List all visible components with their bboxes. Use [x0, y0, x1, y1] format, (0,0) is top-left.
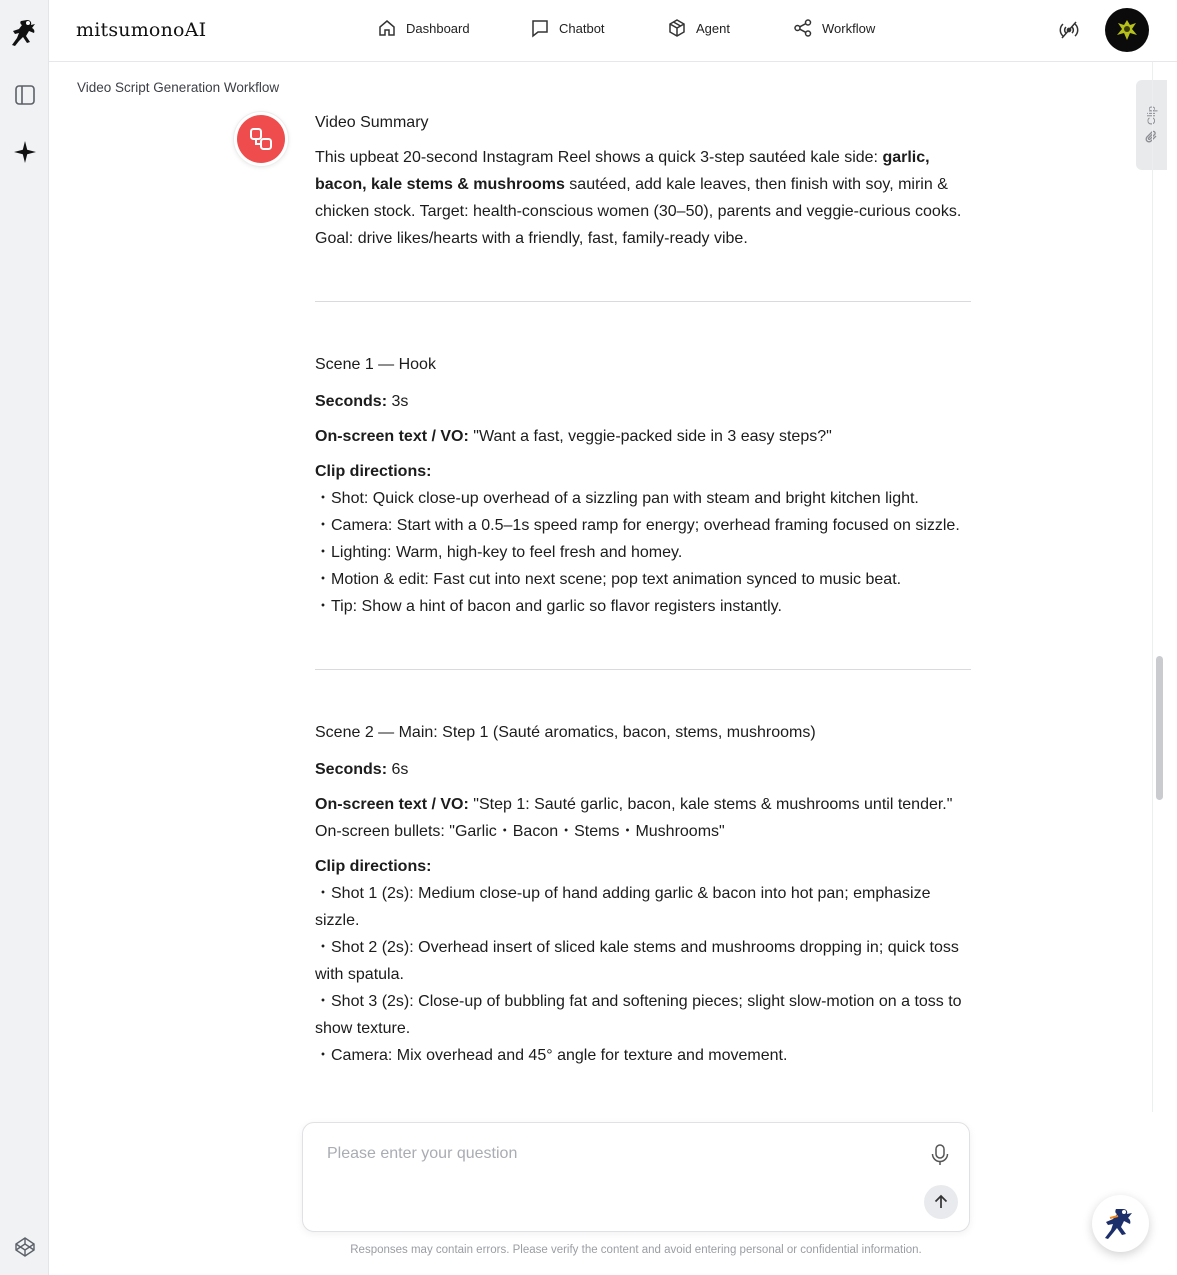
send-button[interactable]: [924, 1185, 958, 1219]
summary-text: This upbeat 20-second Instagram Reel shows a quick 3-step sautéed kale side:: [315, 149, 883, 166]
onscreen-bullets: On-screen bullets: "Garlic・Bacon・Stems・Mushrooms": [315, 823, 725, 840]
seconds-value: 6s: [387, 761, 409, 778]
seconds-label: Seconds:: [315, 761, 388, 778]
arrow-up-icon: [932, 1193, 950, 1211]
workflow-node-icon: [247, 125, 275, 153]
clip-directions-label: [315, 853, 971, 880]
divider: [315, 669, 971, 670]
nav-agent[interactable]: [667, 18, 730, 38]
share-nodes-icon: [793, 18, 813, 38]
chat-composer: [302, 1122, 970, 1232]
scene-onscreen: [315, 423, 971, 450]
ninja-logo-icon[interactable]: [0, 18, 49, 52]
ninja-mascot-icon: [1101, 1204, 1141, 1244]
disclaimer-text: Responses may contain errors. Please verify the content and avoid entering personal or confidential information.: [350, 1244, 922, 1256]
scene-seconds: [315, 388, 971, 415]
clip-directions-label: [315, 458, 971, 485]
onscreen-label: On-screen text / VO:: [315, 428, 469, 445]
nav-dashboard[interactable]: [377, 18, 470, 38]
question-input[interactable]: [327, 1145, 887, 1163]
scene-title: Scene 1 — Hook: [315, 356, 436, 373]
sidebar-toggle-icon[interactable]: [0, 84, 49, 106]
divider: [315, 301, 971, 302]
nav-chatbot[interactable]: [530, 18, 605, 38]
scrollbar-track[interactable]: [1152, 62, 1164, 1112]
direction-item: ・Shot 2 (2s): Overhead insert of sliced kale stems and mushrooms dropping in; quick toss with spatula.: [315, 939, 959, 983]
onscreen-value: "Want a fast, veggie-packed side in 3 easy steps?": [468, 428, 832, 445]
broadcast-icon[interactable]: [1058, 19, 1080, 46]
nav-label: Workflow: [822, 20, 876, 36]
onscreen-value: "Step 1: Sauté garlic, bacon, kale stems & mushrooms until tender.": [468, 796, 953, 813]
nav-label: Agent: [696, 20, 730, 36]
clip-tab-label: Clip: [1145, 105, 1158, 125]
assistant-fab[interactable]: [1092, 1195, 1149, 1252]
user-avatar[interactable]: [1105, 8, 1149, 52]
nav-label: Dashboard: [406, 20, 470, 36]
direction-item: ・Lighting: Warm, high-key to feel fresh and homey.: [315, 544, 683, 561]
assistant-message: [315, 112, 971, 1069]
summary-text-end: sautéed, add kale leaves, then finish with soy, mirin & chicken stock. Target: health-conscious women (30–50), parents and veggie-curious cooks. Goal: drive likes/hearts with a friendly, fast, family-ready vibe.: [315, 176, 962, 247]
direction-item: ・Motion & edit: Fast cut into next scene; pop text animation synced to music beat.: [315, 571, 902, 588]
direction-item: ・Shot: Quick close-up overhead of a sizzling pan with steam and bright kitchen light.: [315, 490, 919, 507]
direction-item: ・Tip: Show a hint of bacon and garlic so flavor registers instantly.: [315, 598, 782, 615]
chat-bubble-icon: [530, 18, 550, 38]
direction-item: ・Shot 1 (2s): Medium close-up of hand adding garlic & bacon into hot pan; emphasize sizzle.: [315, 885, 931, 929]
top-header: [49, 0, 1177, 62]
codepen-icon[interactable]: [0, 1236, 49, 1258]
direction-item: ・Camera: Start with a 0.5–1s speed ramp for energy; overhead framing focused on sizzle.: [315, 517, 960, 534]
summary-bold-text: garlic, bacon, kale stems & mushrooms: [315, 149, 930, 193]
direction-item: ・Shot 3 (2s): Close-up of bubbling fat and softening pieces; slight slow-motion on a toss to show texture.: [315, 993, 962, 1037]
scrollbar-thumb[interactable]: [1156, 656, 1163, 800]
onscreen-label: On-screen text / VO:: [315, 796, 469, 813]
left-rail: [0, 0, 49, 1275]
breadcrumb: Video Script Generation Workflow: [77, 80, 280, 95]
brand-name[interactable]: mitsumonoAI: [76, 19, 207, 41]
microphone-icon[interactable]: [929, 1143, 951, 1172]
sparkle-icon[interactable]: [0, 140, 49, 164]
scene-title: Scene 2 — Main: Step 1 (Sauté aromatics, bacon, stems, mushrooms): [315, 724, 816, 741]
section-title: Video Summary: [315, 114, 429, 131]
workflow-bot-avatar: [233, 111, 289, 167]
seconds-value: 3s: [387, 393, 409, 410]
nav-workflow[interactable]: [793, 18, 875, 38]
home-icon: [377, 18, 397, 38]
cube-icon: [667, 18, 687, 38]
direction-item: ・Camera: Mix overhead and 45° angle for texture and movement.: [315, 1047, 788, 1064]
seconds-label: Seconds:: [315, 393, 388, 410]
scene-onscreen: [315, 791, 971, 818]
clip-label: Clip directions:: [315, 463, 432, 480]
scene-seconds: [315, 756, 971, 783]
summary-paragraph: [315, 144, 971, 252]
nav-label: Chatbot: [559, 20, 605, 36]
clip-label: Clip directions:: [315, 858, 432, 875]
